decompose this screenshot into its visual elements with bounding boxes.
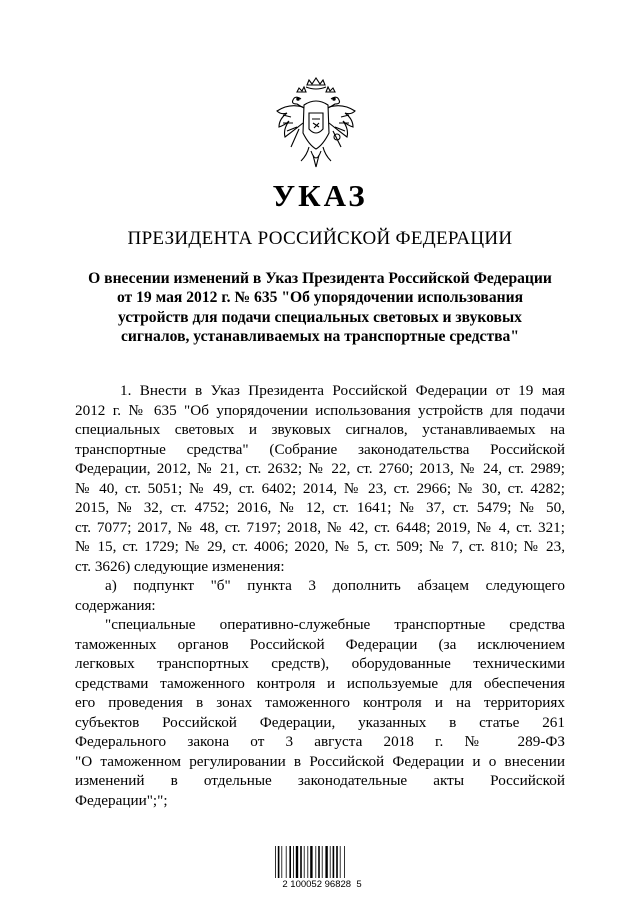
body-line: а) подпункт "б" пункта 3 дополнить абзацем следующего xyxy=(105,577,565,594)
heading-line: сигналов, устанавливаемых на транспортные средства" xyxy=(121,328,519,346)
body-line: 2012 г. № 635 "Об упорядочении использования устройств для подачи xyxy=(75,401,565,419)
document-title: УКАЗ xyxy=(272,178,368,213)
body-line: Федерации";"; xyxy=(75,791,168,809)
document-subtitle: ПРЕЗИДЕНТА РОССИЙСКОЙ ФЕДЕРАЦИИ xyxy=(127,228,513,249)
body-line: средствами таможенного контроля и используемые для обеспечения xyxy=(75,674,565,692)
body-line: специальных световых и звуковых сигналов, устанавливаемых на xyxy=(75,421,565,438)
body-line: таможенных органов Российской Федерации (за исключением xyxy=(75,635,565,653)
body-line: 2015, № 32, ст. 4752; 2016, № 12, ст. 1641; № 37, ст. 5479; № 50, xyxy=(75,499,565,516)
body-line: ст. 3626) следующие изменения: xyxy=(75,557,285,575)
decree-heading xyxy=(40,269,600,347)
heading-line: О внесении изменений в Указ Президента Российской Федерации xyxy=(88,270,552,287)
body-line: "специальные оперативно-служебные транспортные средства xyxy=(105,616,565,633)
body-line: субъектов Российской Федерации, указанных в статье 261 xyxy=(75,713,565,731)
body-line: легковых транспортных средств), оборудованные техническими xyxy=(75,655,565,672)
body-line: 1. Внести в Указ Президента Российской Федерации от 19 мая xyxy=(120,382,565,399)
heading-line: устройств для подачи специальных световых и звуковых xyxy=(118,308,522,326)
coat-of-arms-icon xyxy=(271,75,361,175)
body-line: содержания: xyxy=(75,596,156,614)
barcode-number: 2 100052 96828 5 xyxy=(282,879,362,890)
heading-line: от 19 мая 2012 г. № 635 "Об упорядочении использования xyxy=(116,289,524,307)
body-line: транспортные средства" (Собрание законодательства Российской xyxy=(75,440,565,458)
body-line: ст. 7077; 2017, № 48, ст. 7197; 2018, № 42, ст. 6448; 2019, № 4, ст. 321; xyxy=(75,518,565,536)
body-line: изменений в отдельные законодательные акты Российской xyxy=(75,772,565,789)
body-line: № 40, ст. 5051; № 49, ст. 6402; 2014, № 23, ст. 2966; № 30, ст. 4282; xyxy=(75,479,565,497)
decree-body xyxy=(75,381,565,810)
body-line: Федерации, 2012, № 21, ст. 2632; № 22, ст. 2760; 2013, № 24, ст. 2989; xyxy=(75,460,565,477)
body-line: Федерального закона от 3 августа 2018 г. № 289-ФЗ xyxy=(75,733,565,750)
barcode-icon xyxy=(274,842,354,880)
body-line: "О таможенном регулировании в Российской Федерации и о внесении xyxy=(75,752,565,770)
body-line: № 15, ст. 1729; № 29, ст. 4006; 2020, № 5, ст. 509; № 7, ст. 810; № 23, xyxy=(75,538,565,555)
body-line: его проведения в зонах таможенного контроля и на территориях xyxy=(75,694,565,711)
